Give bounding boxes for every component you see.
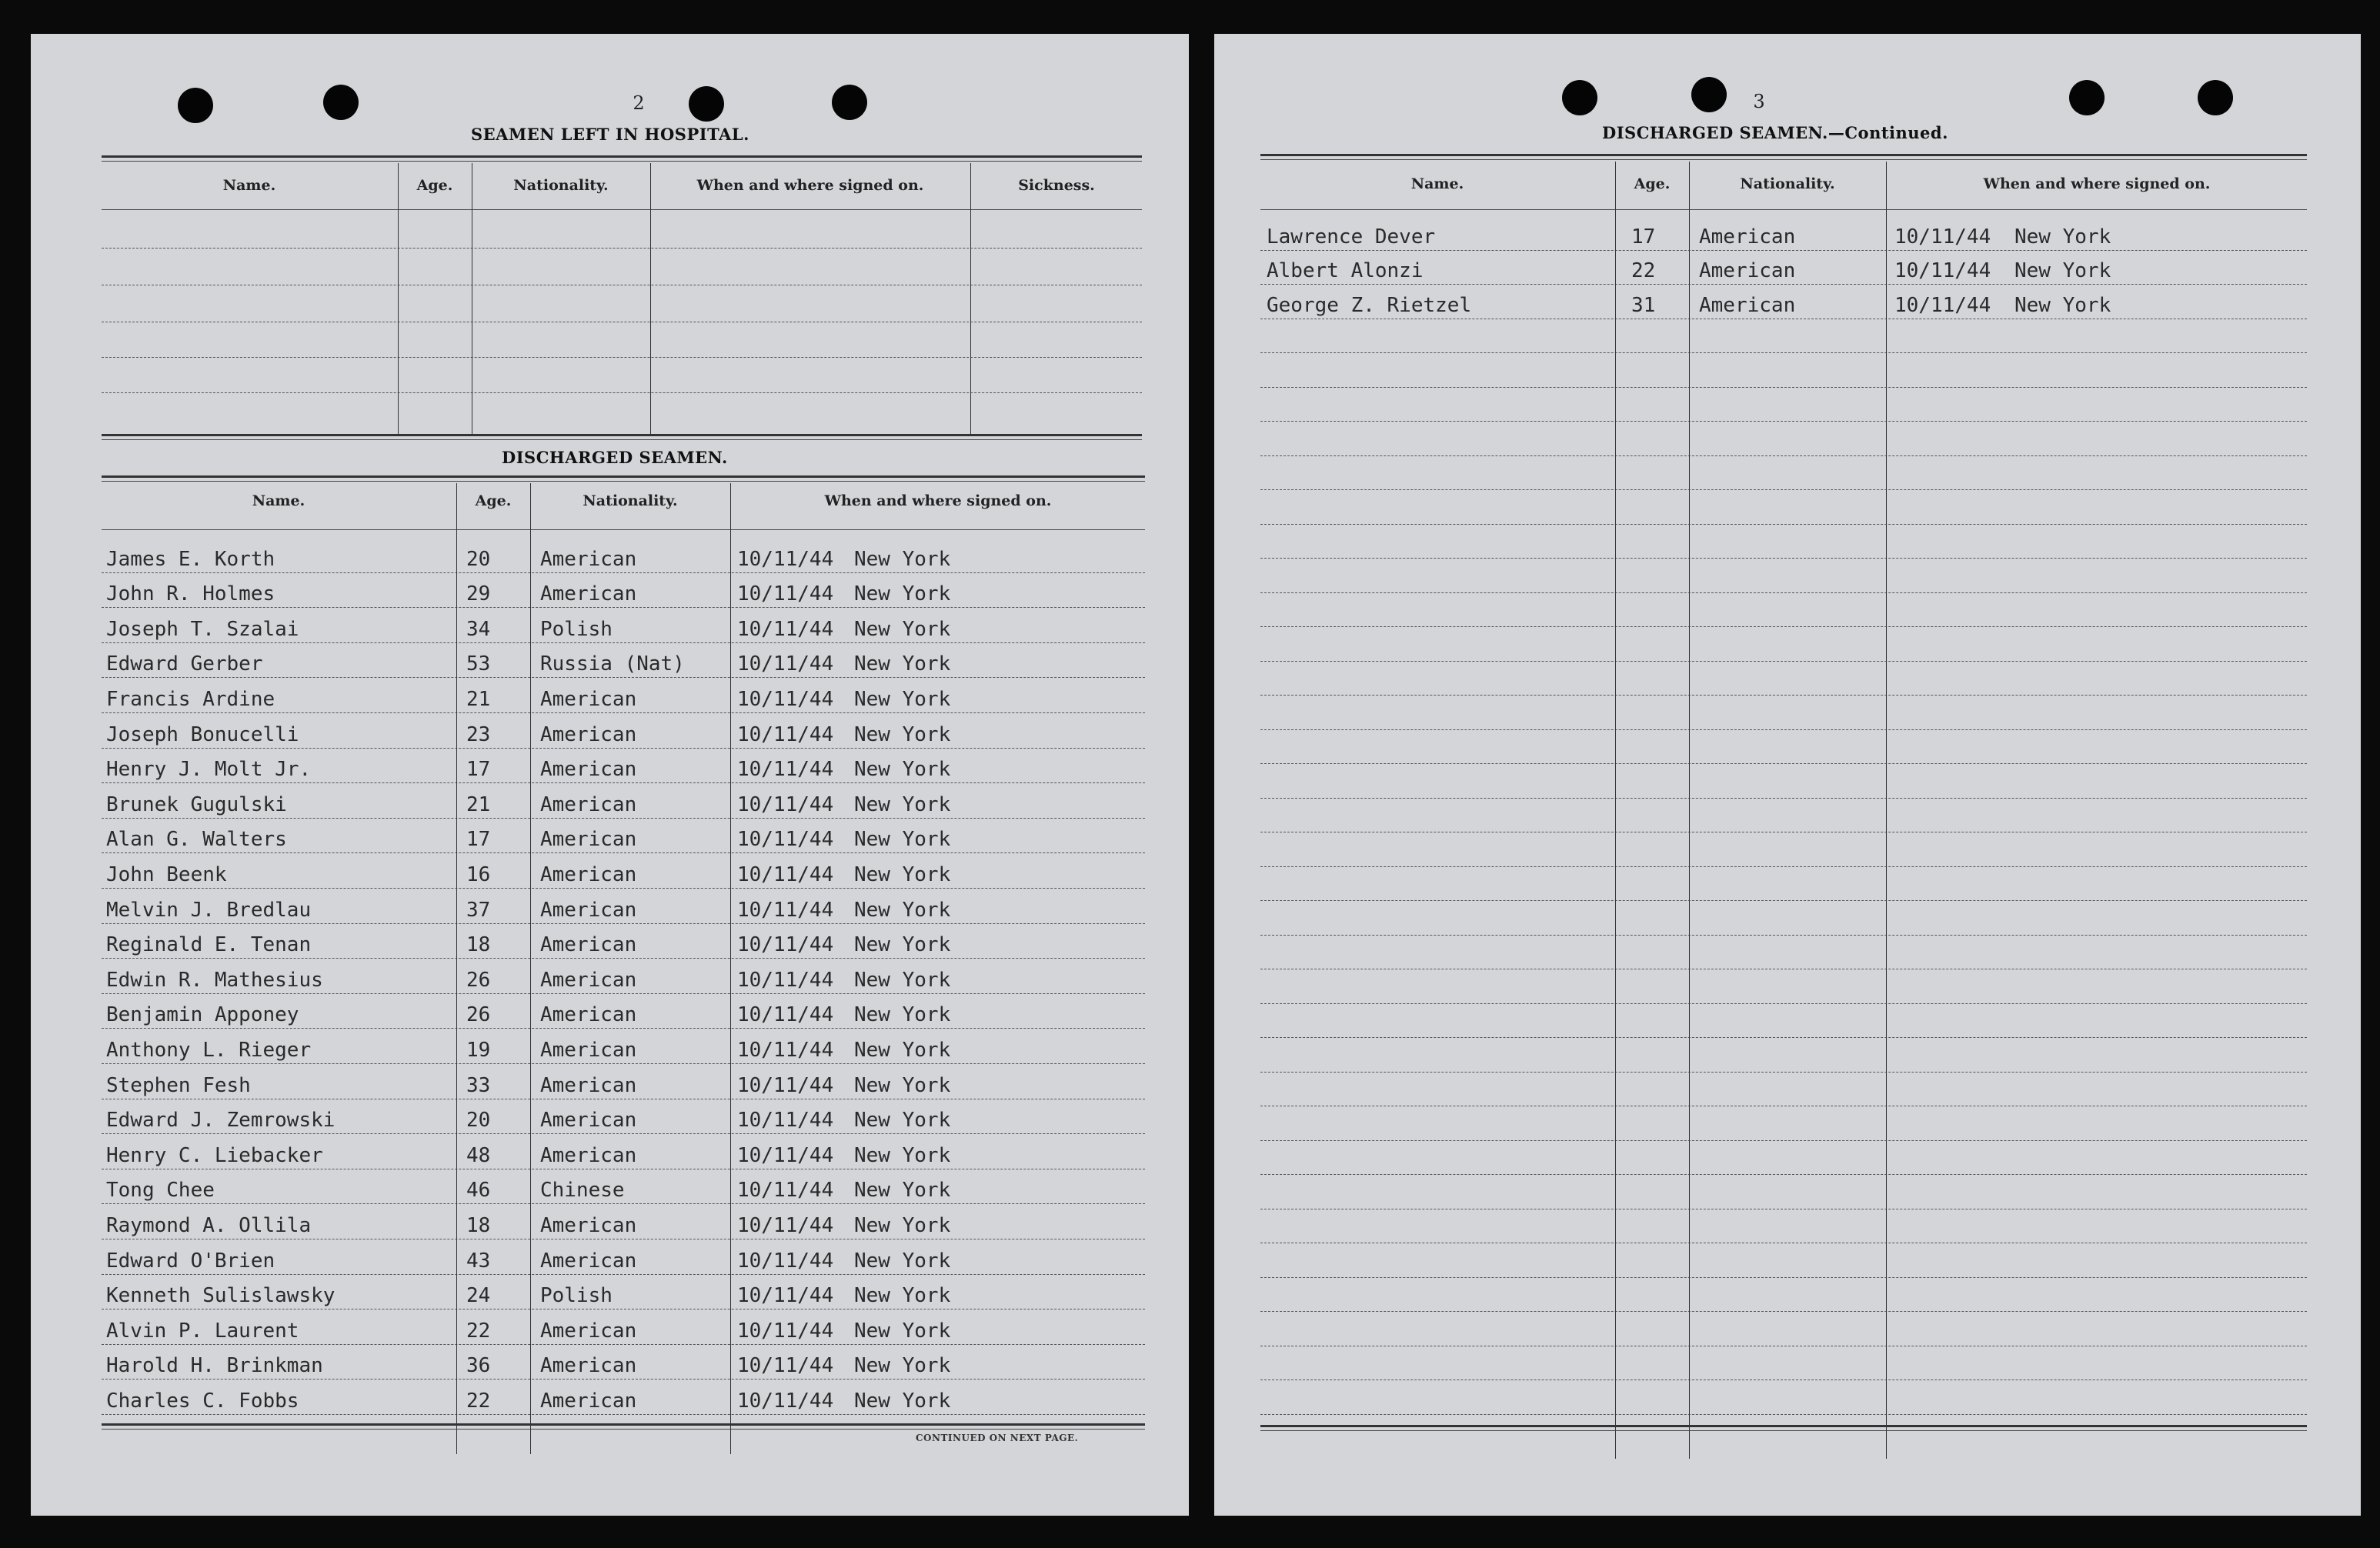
seaman-age: 17 xyxy=(1631,225,1656,249)
row-rule xyxy=(1260,1311,2307,1312)
title-suffix: —Continued. xyxy=(1828,123,1948,142)
seaman-nationality: American xyxy=(540,1003,637,1027)
seaman-name: Tong Chee xyxy=(106,1179,215,1203)
seaman-nationality: American xyxy=(540,1039,637,1062)
col-name-header: Name. xyxy=(252,492,305,509)
seaman-nationality: American xyxy=(540,792,637,816)
row-rule xyxy=(1260,1414,2307,1415)
punch-hole xyxy=(2198,80,2233,115)
page-number: 3 xyxy=(1753,91,1765,112)
seaman-age: 24 xyxy=(466,1284,491,1308)
seaman-name: James E. Korth xyxy=(106,547,275,571)
signed-on-place: New York xyxy=(854,1249,951,1273)
row-rule xyxy=(102,1028,1145,1029)
section-rule xyxy=(102,434,1142,436)
top-rule xyxy=(1260,154,2307,156)
seaman-name: Raymond A. Ollila xyxy=(106,1214,312,1237)
row-rule xyxy=(102,852,1145,853)
row-rule xyxy=(102,1203,1145,1204)
seaman-nationality: American xyxy=(540,688,637,711)
seaman-nationality: American xyxy=(540,1319,637,1343)
signed-on-date: 10/11/44 xyxy=(737,1143,834,1167)
seaman-age: 26 xyxy=(466,968,491,992)
seaman-nationality: American xyxy=(540,898,637,922)
row-rule xyxy=(1260,695,2307,696)
punch-hole xyxy=(178,88,213,123)
row-rule xyxy=(102,782,1145,783)
row-rule xyxy=(1260,524,2307,525)
seaman-age: 33 xyxy=(466,1073,491,1097)
signed-on-date: 10/11/44 xyxy=(737,1179,834,1203)
seaman-age: 31 xyxy=(1631,293,1656,317)
seaman-name: Edwin R. Mathesius xyxy=(106,968,323,992)
signed-on-place: New York xyxy=(854,582,951,606)
row-rule xyxy=(1260,352,2307,353)
signed-on-place: New York xyxy=(854,1214,951,1237)
discharged-top-rule xyxy=(102,475,1145,478)
signed-on-date: 10/11/44 xyxy=(737,898,834,922)
seaman-name: Charles C. Fobbs xyxy=(106,1390,299,1413)
seaman-age: 16 xyxy=(466,863,491,886)
seaman-nationality: American xyxy=(540,863,637,886)
row-rule xyxy=(1260,1174,2307,1175)
left-page xyxy=(31,34,1189,1516)
seaman-name: Brunek Gugulski xyxy=(106,792,287,816)
seaman-nationality: American xyxy=(540,828,637,852)
seaman-name: Francis Ardine xyxy=(106,688,275,711)
signed-on-date: 10/11/44 xyxy=(737,933,834,957)
signed-on-place: New York xyxy=(854,1003,951,1027)
seaman-name: Joseph T. Szalai xyxy=(106,617,299,641)
row-rule xyxy=(102,993,1145,994)
seaman-name: John R. Holmes xyxy=(106,582,275,606)
seaman-age: 21 xyxy=(466,688,491,711)
signed-on-place: New York xyxy=(2014,225,2111,249)
row-rule xyxy=(102,923,1145,924)
bottom-rule xyxy=(1260,1425,2307,1427)
signed-on-place: New York xyxy=(854,1039,951,1062)
seaman-name: Joseph Bonucelli xyxy=(106,722,299,746)
col-signed-on-header: When and where signed on. xyxy=(1983,175,2211,192)
row-rule xyxy=(1260,1003,2307,1004)
row-rule xyxy=(1260,935,2307,936)
signed-on-place: New York xyxy=(854,1390,951,1413)
signed-on-date: 10/11/44 xyxy=(737,652,834,676)
seaman-nationality: American xyxy=(540,933,637,957)
punch-hole xyxy=(1562,80,1597,115)
row-rule xyxy=(1260,866,2307,867)
seaman-name: Albert Alonzi xyxy=(1267,259,1424,282)
signed-on-place: New York xyxy=(854,1073,951,1097)
signed-on-date: 10/11/44 xyxy=(737,828,834,852)
signed-on-place: New York xyxy=(2014,259,2111,282)
seaman-age: 22 xyxy=(466,1319,491,1343)
col-nationality-header: Nationality. xyxy=(513,177,609,194)
seaman-age: 17 xyxy=(466,828,491,852)
signed-on-place: New York xyxy=(854,792,951,816)
signed-on-date: 10/11/44 xyxy=(737,1039,834,1062)
signed-on-date: 10/11/44 xyxy=(737,1319,834,1343)
row-rule xyxy=(1260,284,2307,285)
seaman-nationality: American xyxy=(540,722,637,746)
signed-on-place: New York xyxy=(854,688,951,711)
seaman-age: 48 xyxy=(466,1143,491,1167)
signed-on-date: 10/11/44 xyxy=(737,722,834,746)
col-age-header: Age. xyxy=(1634,175,1671,192)
row-rule xyxy=(102,958,1145,959)
seaman-name: Edward O'Brien xyxy=(106,1249,275,1273)
row-rule xyxy=(1260,763,2307,764)
row-rule xyxy=(102,1344,1145,1345)
signed-on-date: 10/11/44 xyxy=(737,547,834,571)
seaman-nationality: American xyxy=(540,1249,637,1273)
signed-on-place: New York xyxy=(854,828,951,852)
row-rule xyxy=(102,677,1145,678)
signed-on-date: 10/11/44 xyxy=(1894,225,1991,249)
signed-on-date: 10/11/44 xyxy=(737,1073,834,1097)
punch-hole xyxy=(2069,80,2105,115)
seaman-age: 26 xyxy=(466,1003,491,1027)
seaman-name: Melvin J. Bredlau xyxy=(106,898,312,922)
seaman-age: 29 xyxy=(466,582,491,606)
seaman-name: Henry C. Liebacker xyxy=(106,1143,323,1167)
seaman-nationality: American xyxy=(540,1214,637,1237)
signed-on-place: New York xyxy=(2014,293,2111,317)
punch-hole xyxy=(832,85,867,120)
signed-on-date: 10/11/44 xyxy=(737,1354,834,1378)
top-rule xyxy=(102,155,1142,158)
seaman-nationality: American xyxy=(540,1354,637,1378)
seaman-age: 34 xyxy=(466,617,491,641)
signed-on-place: New York xyxy=(854,1179,951,1203)
signed-on-date: 10/11/44 xyxy=(737,582,834,606)
signed-on-place: New York xyxy=(854,968,951,992)
signed-on-place: New York xyxy=(854,1143,951,1167)
seaman-nationality: Russia (Nat) xyxy=(540,652,685,676)
header-rule xyxy=(1260,209,2307,210)
signed-on-place: New York xyxy=(854,898,951,922)
seaman-nationality: Polish xyxy=(540,1284,613,1308)
bottom-rule xyxy=(102,1423,1145,1426)
row-rule xyxy=(102,748,1145,749)
seaman-name: John Beenk xyxy=(106,863,227,886)
row-rule xyxy=(102,888,1145,889)
seaman-nationality: American xyxy=(1699,225,1796,249)
seaman-age: 20 xyxy=(466,1109,491,1133)
col-name-header: Name. xyxy=(222,177,276,194)
seaman-age: 19 xyxy=(466,1039,491,1062)
row-rule xyxy=(1260,798,2307,799)
seaman-nationality: American xyxy=(1699,259,1796,282)
seaman-name: Benjamin Apponey xyxy=(106,1003,299,1027)
signed-on-date: 10/11/44 xyxy=(737,863,834,886)
seaman-age: 46 xyxy=(466,1179,491,1203)
row-rule xyxy=(102,1414,1145,1415)
row-rule xyxy=(1260,729,2307,730)
seaman-age: 21 xyxy=(466,792,491,816)
signed-on-date: 10/11/44 xyxy=(737,758,834,782)
seaman-name: Reginald E. Tenan xyxy=(106,933,312,957)
row-rule xyxy=(1260,1072,2307,1073)
row-rule xyxy=(1260,661,2307,662)
seaman-age: 18 xyxy=(466,1214,491,1237)
seaman-age: 43 xyxy=(466,1249,491,1273)
seaman-name: Stephen Fesh xyxy=(106,1073,251,1097)
signed-on-place: New York xyxy=(854,1109,951,1133)
signed-on-place: New York xyxy=(854,1284,951,1308)
row-rule xyxy=(102,642,1145,643)
seaman-name: Edward Gerber xyxy=(106,652,263,676)
row-rule xyxy=(102,818,1145,819)
row-rule xyxy=(102,607,1145,608)
col-nationality-header: Nationality. xyxy=(582,492,678,509)
seaman-name: Lawrence Dever xyxy=(1267,225,1436,249)
col-nationality-header: Nationality. xyxy=(1740,175,1835,192)
row-rule xyxy=(102,712,1145,713)
discharged-section-title: DISCHARGED SEAMEN. xyxy=(502,448,728,467)
seaman-name: Kenneth Sulislawsky xyxy=(106,1284,335,1308)
row-rule xyxy=(1260,489,2307,490)
seaman-age: 17 xyxy=(466,758,491,782)
seaman-age: 23 xyxy=(466,722,491,746)
seaman-name: George Z. Rietzel xyxy=(1267,293,1472,317)
seaman-name: Henry J. Molt Jr. xyxy=(106,758,312,782)
seaman-nationality: American xyxy=(540,968,637,992)
row-rule xyxy=(102,1274,1145,1275)
seaman-age: 20 xyxy=(466,547,491,571)
col-signed-on-header: When and where signed on. xyxy=(696,177,924,194)
signed-on-place: New York xyxy=(854,758,951,782)
col-name-header: Name. xyxy=(1410,175,1464,192)
col-signed-on-header: When and where signed on. xyxy=(824,492,1052,509)
signed-on-place: New York xyxy=(854,1319,951,1343)
seaman-age: 53 xyxy=(466,652,491,676)
signed-on-date: 10/11/44 xyxy=(737,792,834,816)
hospital-section-title: SEAMEN LEFT IN HOSPITAL. xyxy=(471,125,749,144)
seaman-nationality: Polish xyxy=(540,617,613,641)
row-rule xyxy=(1260,421,2307,422)
row-rule xyxy=(1260,250,2307,251)
col-age-header: Age. xyxy=(416,177,453,194)
page-number: 2 xyxy=(633,92,645,114)
seaman-name: Anthony L. Rieger xyxy=(106,1039,312,1062)
signed-on-date: 10/11/44 xyxy=(737,1284,834,1308)
punch-hole xyxy=(689,86,724,122)
signed-on-date: 10/11/44 xyxy=(1894,293,1991,317)
seaman-name: Edward J. Zemrowski xyxy=(106,1109,335,1133)
col-age-header: Age. xyxy=(475,492,512,509)
seaman-nationality: American xyxy=(540,758,637,782)
row-rule xyxy=(1260,900,2307,901)
signed-on-date: 10/11/44 xyxy=(1894,259,1991,282)
signed-on-date: 10/11/44 xyxy=(737,1003,834,1027)
row-rule xyxy=(1260,592,2307,593)
seaman-age: 36 xyxy=(466,1354,491,1378)
seaman-age: 22 xyxy=(1631,259,1656,282)
signed-on-date: 10/11/44 xyxy=(737,617,834,641)
signed-on-place: New York xyxy=(854,1354,951,1378)
row-rule xyxy=(1260,558,2307,559)
seaman-age: 37 xyxy=(466,898,491,922)
signed-on-place: New York xyxy=(854,863,951,886)
signed-on-place: New York xyxy=(854,547,951,571)
signed-on-date: 10/11/44 xyxy=(737,1214,834,1237)
seaman-nationality: American xyxy=(540,547,637,571)
title-main: DISCHARGED SEAMEN. xyxy=(1602,123,1828,142)
seaman-nationality: American xyxy=(540,1143,637,1167)
seaman-age: 18 xyxy=(466,933,491,957)
row-rule xyxy=(1260,1277,2307,1278)
signed-on-place: New York xyxy=(854,652,951,676)
header-rule xyxy=(102,209,1142,210)
punch-hole xyxy=(323,85,359,120)
signed-on-place: New York xyxy=(854,933,951,957)
row-rule xyxy=(1260,387,2307,388)
row-rule xyxy=(102,1063,1145,1064)
header-rule xyxy=(102,529,1145,530)
signed-on-date: 10/11/44 xyxy=(737,968,834,992)
seaman-name: Harold H. Brinkman xyxy=(106,1354,323,1378)
continued-note: CONTINUED ON NEXT PAGE. xyxy=(916,1433,1079,1443)
row-rule xyxy=(1260,455,2307,456)
col-sickness-header: Sickness. xyxy=(1018,177,1095,194)
right-page xyxy=(1214,34,2361,1516)
signed-on-date: 10/11/44 xyxy=(737,688,834,711)
seaman-name: Alan G. Walters xyxy=(106,828,287,852)
signed-on-date: 10/11/44 xyxy=(737,1249,834,1273)
seaman-nationality: American xyxy=(1699,293,1796,317)
discharged-continued-title xyxy=(1602,123,1948,142)
seaman-nationality: American xyxy=(540,1390,637,1413)
seaman-name: Alvin P. Laurent xyxy=(106,1319,299,1343)
row-rule xyxy=(102,572,1145,573)
seaman-nationality: American xyxy=(540,1109,637,1133)
row-rule xyxy=(102,1379,1145,1380)
signed-on-place: New York xyxy=(854,722,951,746)
signed-on-date: 10/11/44 xyxy=(737,1109,834,1133)
seaman-nationality: American xyxy=(540,1073,637,1097)
row-rule xyxy=(1260,626,2307,627)
seaman-nationality: American xyxy=(540,582,637,606)
seaman-nationality: Chinese xyxy=(540,1179,625,1203)
row-rule xyxy=(1260,1037,2307,1038)
seaman-age: 22 xyxy=(466,1390,491,1413)
signed-on-date: 10/11/44 xyxy=(737,1390,834,1413)
row-rule xyxy=(102,1133,1145,1134)
row-rule xyxy=(1260,1140,2307,1141)
signed-on-place: New York xyxy=(854,617,951,641)
